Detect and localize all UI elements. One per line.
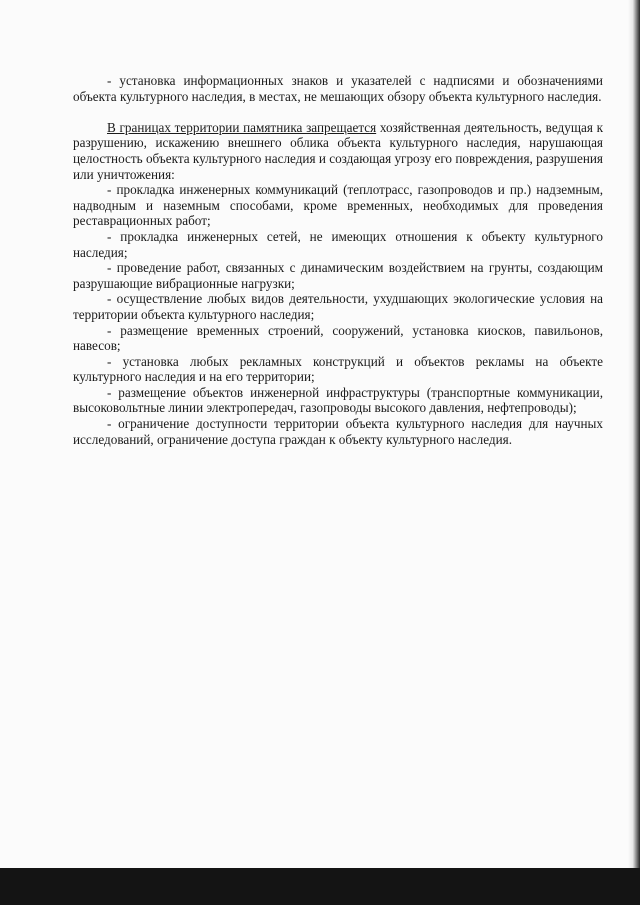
list-item-ecology: - осуществление любых видов деятельности, ухудшающих экологические условия на территории объекта культурного наследия;	[73, 291, 603, 322]
list-item-access-restriction: - ограничение доступности территории объекта культурного наследия для научных исследований, ограничение доступа граждан к объекту культурного наследия.	[73, 416, 603, 447]
list-item-utilities: - прокладка инженерных коммуникаций (теплотрасс, газопроводов и пр.) надземным, надводным и наземным способами, кроме временных, необходимых для проведения реставрационных работ;	[73, 182, 603, 229]
list-item-networks: - прокладка инженерных сетей, не имеющих отношения к объекту культурного наследия;	[73, 228, 603, 260]
document-body	[73, 73, 603, 447]
paragraph-prohibitions-intro: В границах территории памятника запрещается хозяйственная деятельность, ведущая к разрушению, искажению внешнего облика объекта культурного наследия, нарушающая целостность объекта культурного наследия и создающая угрозу его повреждения, разрушения или уничтожения:	[73, 119, 603, 182]
scan-right-edge-shadow	[628, 0, 640, 868]
list-item-advertising: - установка любых рекламных конструкций и объектов рекламы на объекте культурного наследия и на его территории;	[73, 353, 603, 385]
paragraph-info-signs: - установка информационных знаков и указателей с надписями и обозначениями объекта культурного наследия, в местах, не мешающих обзору объекта культурного наследия.	[73, 73, 603, 104]
underlined-heading: В границах территории памятника запрещается	[107, 119, 377, 135]
list-item-dynamic-works: - проведение работ, связанных с динамическим воздействием на грунты, создающим разрушающие вибрационные нагрузки;	[73, 260, 603, 291]
list-item-infrastructure: - размещение объектов инженерной инфраструктуры (транспортные коммуникации, высоковольтные линии электропередач, газопроводы высокого давления, нефтепроводы);	[73, 384, 603, 416]
scan-bottom-border	[0, 868, 640, 905]
list-item-temporary-structures: - размещение временных строений, сооружений, установка киосков, павильонов, навесов;	[73, 322, 603, 354]
